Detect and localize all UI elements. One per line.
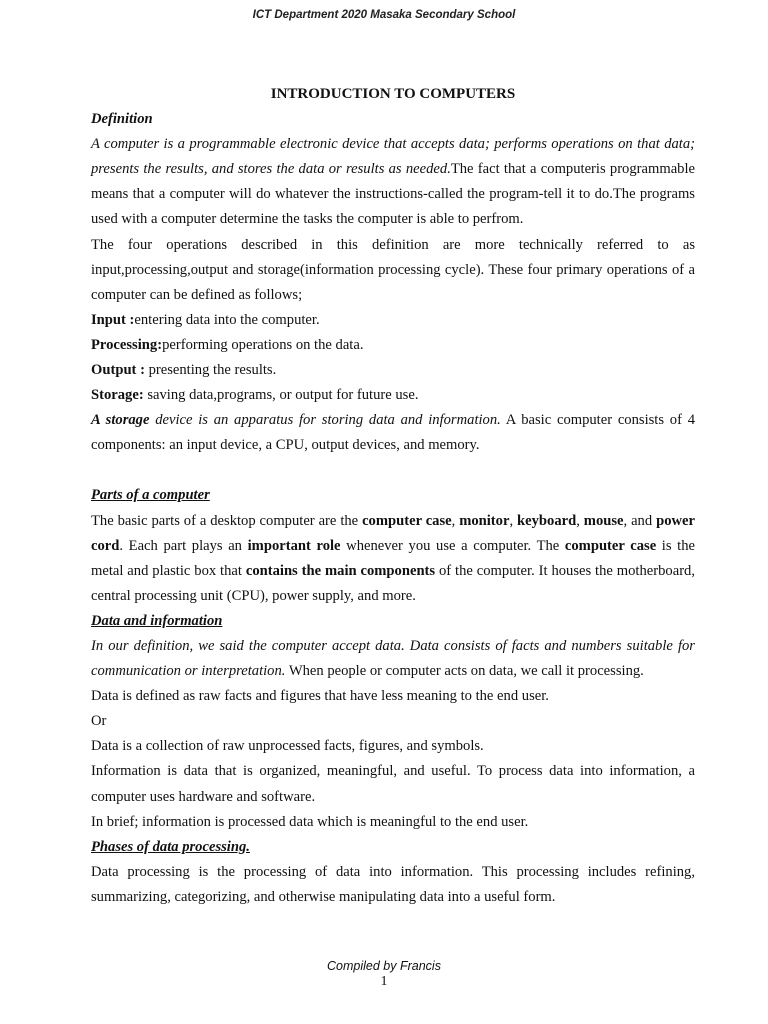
output-label: Output :: [91, 362, 145, 379]
parts-text: ,: [451, 512, 460, 529]
parts-text: is the metal and plastic box that: [91, 537, 695, 579]
parts-term: important role: [247, 537, 341, 554]
data-info-italic: In our definition, we said the computer accept data. Data consists of facts and numbers suitable for communication or interpretation.: [91, 637, 695, 680]
input-line: [91, 308, 695, 333]
output-line: [91, 358, 695, 383]
document-body: [91, 81, 695, 910]
output-text: presenting the results.: [144, 362, 277, 379]
phases-paragraph: Data processing is the processing of data into information. This processing includes refining, summarizing, categorizing, and otherwise manipulating data into a useful form.: [91, 863, 695, 905]
storage-label: Storage:: [91, 387, 144, 404]
parts-term: power cord: [91, 512, 695, 554]
or-line: Or: [91, 713, 107, 730]
brief-line: In brief; information is processed data which is meaningful to the end user.: [91, 813, 529, 830]
data-info-paragraph: [91, 634, 695, 684]
data-definition-1: Data is defined as raw facts and figures that have less meaning to the end user.: [91, 688, 549, 705]
parts-text: . Each part plays an: [119, 537, 248, 554]
data-info-rest: When people or computer acts on data, we call it processing.: [285, 663, 644, 680]
information-definition: Information is data that is organized, meaningful, and useful. To process data into information, a computer uses hardware and software.: [91, 763, 695, 805]
definition-italic: A computer is a programmable electronic device that accepts data; performs operations on that data; presents the results, and stores the data or results as needed.: [91, 136, 695, 178]
parts-text: ,: [509, 512, 518, 529]
footer-compiled: Compiled by Francis: [327, 959, 441, 973]
input-text: entering data into the computer.: [134, 311, 320, 328]
storage-text: saving data,programs, or output for future use.: [143, 387, 419, 404]
storage-device-paragraph: [91, 408, 695, 458]
phases-heading: Phases of data processing.: [91, 838, 250, 855]
storage-device-rest: A basic computer consists of 4 components: an input device, a CPU, output devices, and memory.: [91, 412, 695, 454]
operations-paragraph: The four operations described in this definition are more technically referred to as input,processing,output and storage(information processing cycle). These four primary operations of a computer can be defined as follows;: [91, 236, 695, 303]
page-header: ICT Department 2020 Masaka Secondary School: [252, 9, 516, 21]
page-footer: [0, 958, 768, 990]
parts-text: , and: [623, 512, 657, 529]
processing-label: Processing:: [91, 336, 163, 353]
parts-term: keyboard: [517, 512, 577, 529]
data-info-heading: Data and information: [91, 612, 223, 629]
parts-text: The basic parts of a desktop computer are the: [91, 512, 363, 529]
spacer: [91, 458, 695, 483]
parts-term: mouse: [583, 512, 624, 529]
parts-text: ,: [576, 512, 584, 529]
definition-rest: The fact that a computeris programmable means that a computer will do whatever the instructions-called the program-tell it to do.The programs used with a computer determine the tasks the computer is able to perfrom.: [91, 161, 695, 228]
definition-paragraph: [91, 132, 695, 232]
parts-text: of the computer. It houses the motherboard, central processing unit (CPU), power supply, and more.: [91, 562, 695, 604]
data-definition-2: Data is a collection of raw unprocessed facts, figures, and symbols.: [91, 738, 484, 755]
parts-term: monitor: [459, 512, 510, 529]
parts-heading: Parts of a computer: [91, 487, 210, 504]
parts-term: computer case: [362, 512, 452, 529]
parts-term: computer case: [564, 537, 657, 554]
page-number: 1: [380, 974, 388, 989]
parts-paragraph: [91, 509, 695, 609]
storage-line: [91, 383, 695, 408]
storage-device-bold: A storage: [91, 412, 150, 429]
input-label: Input :: [91, 311, 135, 328]
definition-heading: Definition: [91, 111, 153, 128]
processing-line: [91, 333, 695, 358]
storage-device-italic: device is an apparatus for storing data and information.: [149, 412, 501, 429]
parts-text: whenever you use a computer. The: [340, 537, 565, 554]
page-title: INTRODUCTION TO COMPUTERS: [270, 86, 516, 102]
parts-term: contains the main components: [245, 562, 436, 579]
processing-text: performing operations on the data.: [162, 336, 364, 353]
